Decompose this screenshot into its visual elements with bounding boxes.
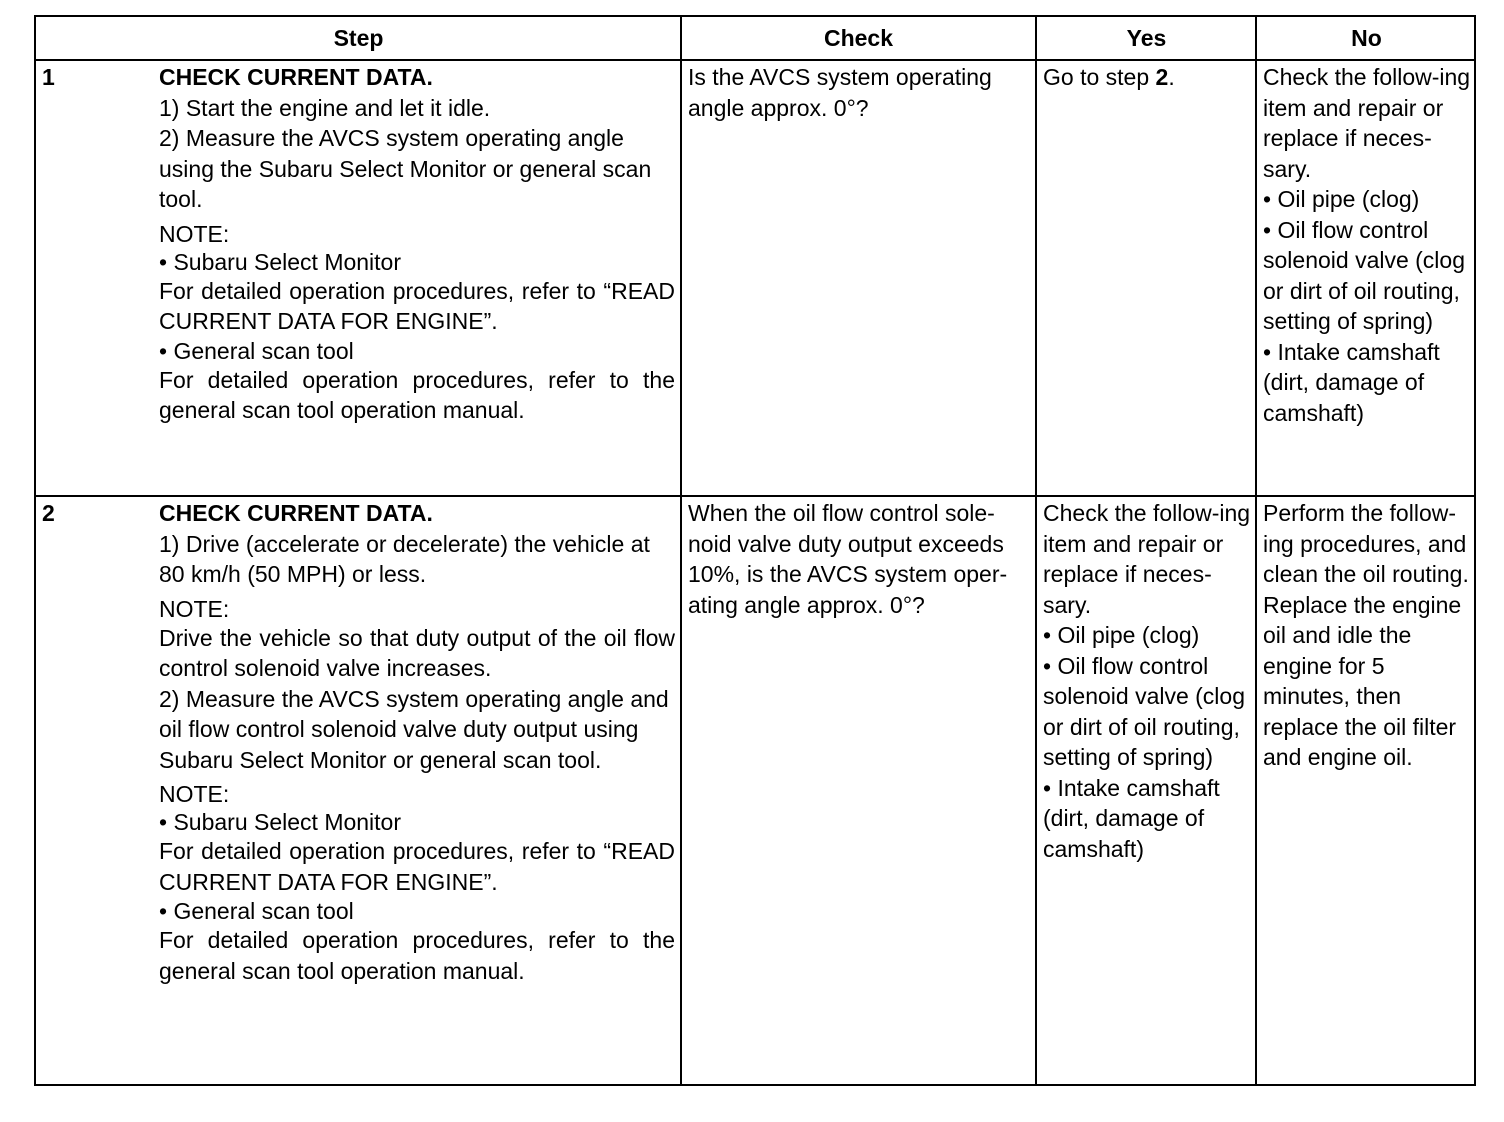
- yes-line: • Oil pipe (clog): [1043, 622, 1200, 648]
- step-line: 1) Start the engine and let it idle.: [159, 94, 491, 121]
- step-body: [159, 498, 675, 986]
- no-line: • Intake camshaft (dirt, damage of camshaft): [1263, 338, 1440, 426]
- yes-line: • Intake camshaft (dirt, damage of camshaft): [1043, 774, 1220, 862]
- step-line: • General scan tool: [159, 337, 354, 364]
- step-line: For detailed operation procedures, refer to “READ CURRENT DATA FOR ENGINE”.: [159, 838, 675, 895]
- step-body: [159, 62, 675, 426]
- yes-text: [1043, 498, 1253, 864]
- step-cell-2: [36, 495, 681, 1084]
- note-label: NOTE:: [159, 595, 230, 622]
- yes-prefix: Go to step: [1043, 64, 1156, 90]
- step-cell-1: [36, 59, 681, 495]
- no-line: Perform the follow-ing procedures, and clean the oil routing.: [1263, 500, 1469, 587]
- check-cell-1: [682, 59, 1035, 495]
- step-line: 2) Measure the AVCS system operating angle and oil flow control solenoid valve duty output using Subaru Select Monitor or general scan tool.: [159, 685, 669, 773]
- step-line: • General scan tool: [159, 898, 354, 924]
- check-cell-2: [682, 495, 1035, 1084]
- no-line: • Oil flow control solenoid valve (clog or dirt of oil routing, setting of spring): [1263, 216, 1466, 334]
- step-line: For detailed operation procedures, refer to “READ CURRENT DATA FOR ENGINE”.: [159, 277, 675, 334]
- step-line: • Subaru Select Monitor: [159, 809, 402, 835]
- yes-cell-1: [1037, 59, 1256, 495]
- no-cell-1: [1257, 59, 1476, 495]
- step-line: For detailed operation procedures, refer to the general scan tool operation manual.: [159, 366, 675, 423]
- step-line: 2) Measure the AVCS system operating angle using the Subaru Select Monitor or general scan tool.: [159, 125, 652, 212]
- diagnostic-table: [34, 15, 1476, 1086]
- step-title: CHECK CURRENT DATA.: [159, 500, 433, 526]
- table-row-1: [36, 59, 1474, 497]
- step-line: • Subaru Select Monitor: [159, 248, 402, 275]
- no-cell-2: [1257, 495, 1476, 1084]
- step-number: 2: [42, 500, 55, 526]
- note-label: NOTE:: [159, 781, 230, 807]
- step-line: 1) Drive (accelerate or decelerate) the vehicle at 80 km/h (50 MPH) or less.: [159, 530, 650, 587]
- yes-cell-2: [1037, 495, 1256, 1084]
- header-no: No: [1351, 25, 1382, 51]
- note-label: NOTE:: [159, 220, 230, 247]
- no-line: Replace the engine oil and idle the engine for 5 minutes, then replace the oil filter and engine oil.: [1263, 591, 1462, 770]
- yes-line: Check the follow-ing item and repair or replace if neces-sary.: [1043, 500, 1251, 618]
- table-header-row: [36, 17, 1474, 61]
- check-text: When the oil flow control sole-noid valve duty output exceeds 10%, is the AVCS system oper-ating angle approx. 0°?: [688, 500, 1008, 618]
- no-text: [1263, 62, 1473, 428]
- no-text: [1263, 498, 1473, 773]
- step-title: CHECK CURRENT DATA.: [159, 64, 433, 90]
- step-line: For detailed operation procedures, refer to the general scan tool operation manual.: [159, 927, 675, 984]
- check-text: Is the AVCS system operating angle approx. 0°?: [688, 64, 992, 121]
- yes-line: • Oil flow control solenoid valve (clog or dirt of oil routing, setting of spring): [1043, 652, 1246, 770]
- step-line: Drive the vehicle so that duty output of the oil flow control solenoid valve increases.: [159, 624, 675, 681]
- no-line: • Oil pipe (clog): [1263, 186, 1420, 212]
- yes-step-ref: 2: [1155, 64, 1169, 90]
- step-number: 1: [42, 64, 55, 90]
- yes-text: [1043, 62, 1253, 93]
- header-step: Step: [333, 25, 384, 51]
- header-yes: Yes: [1126, 25, 1167, 51]
- yes-suffix: .: [1168, 64, 1175, 90]
- no-line: Check the follow-ing item and repair or replace if neces-sary.: [1263, 64, 1471, 182]
- table-row-2: [36, 495, 1474, 1084]
- header-check: Check: [823, 25, 894, 51]
